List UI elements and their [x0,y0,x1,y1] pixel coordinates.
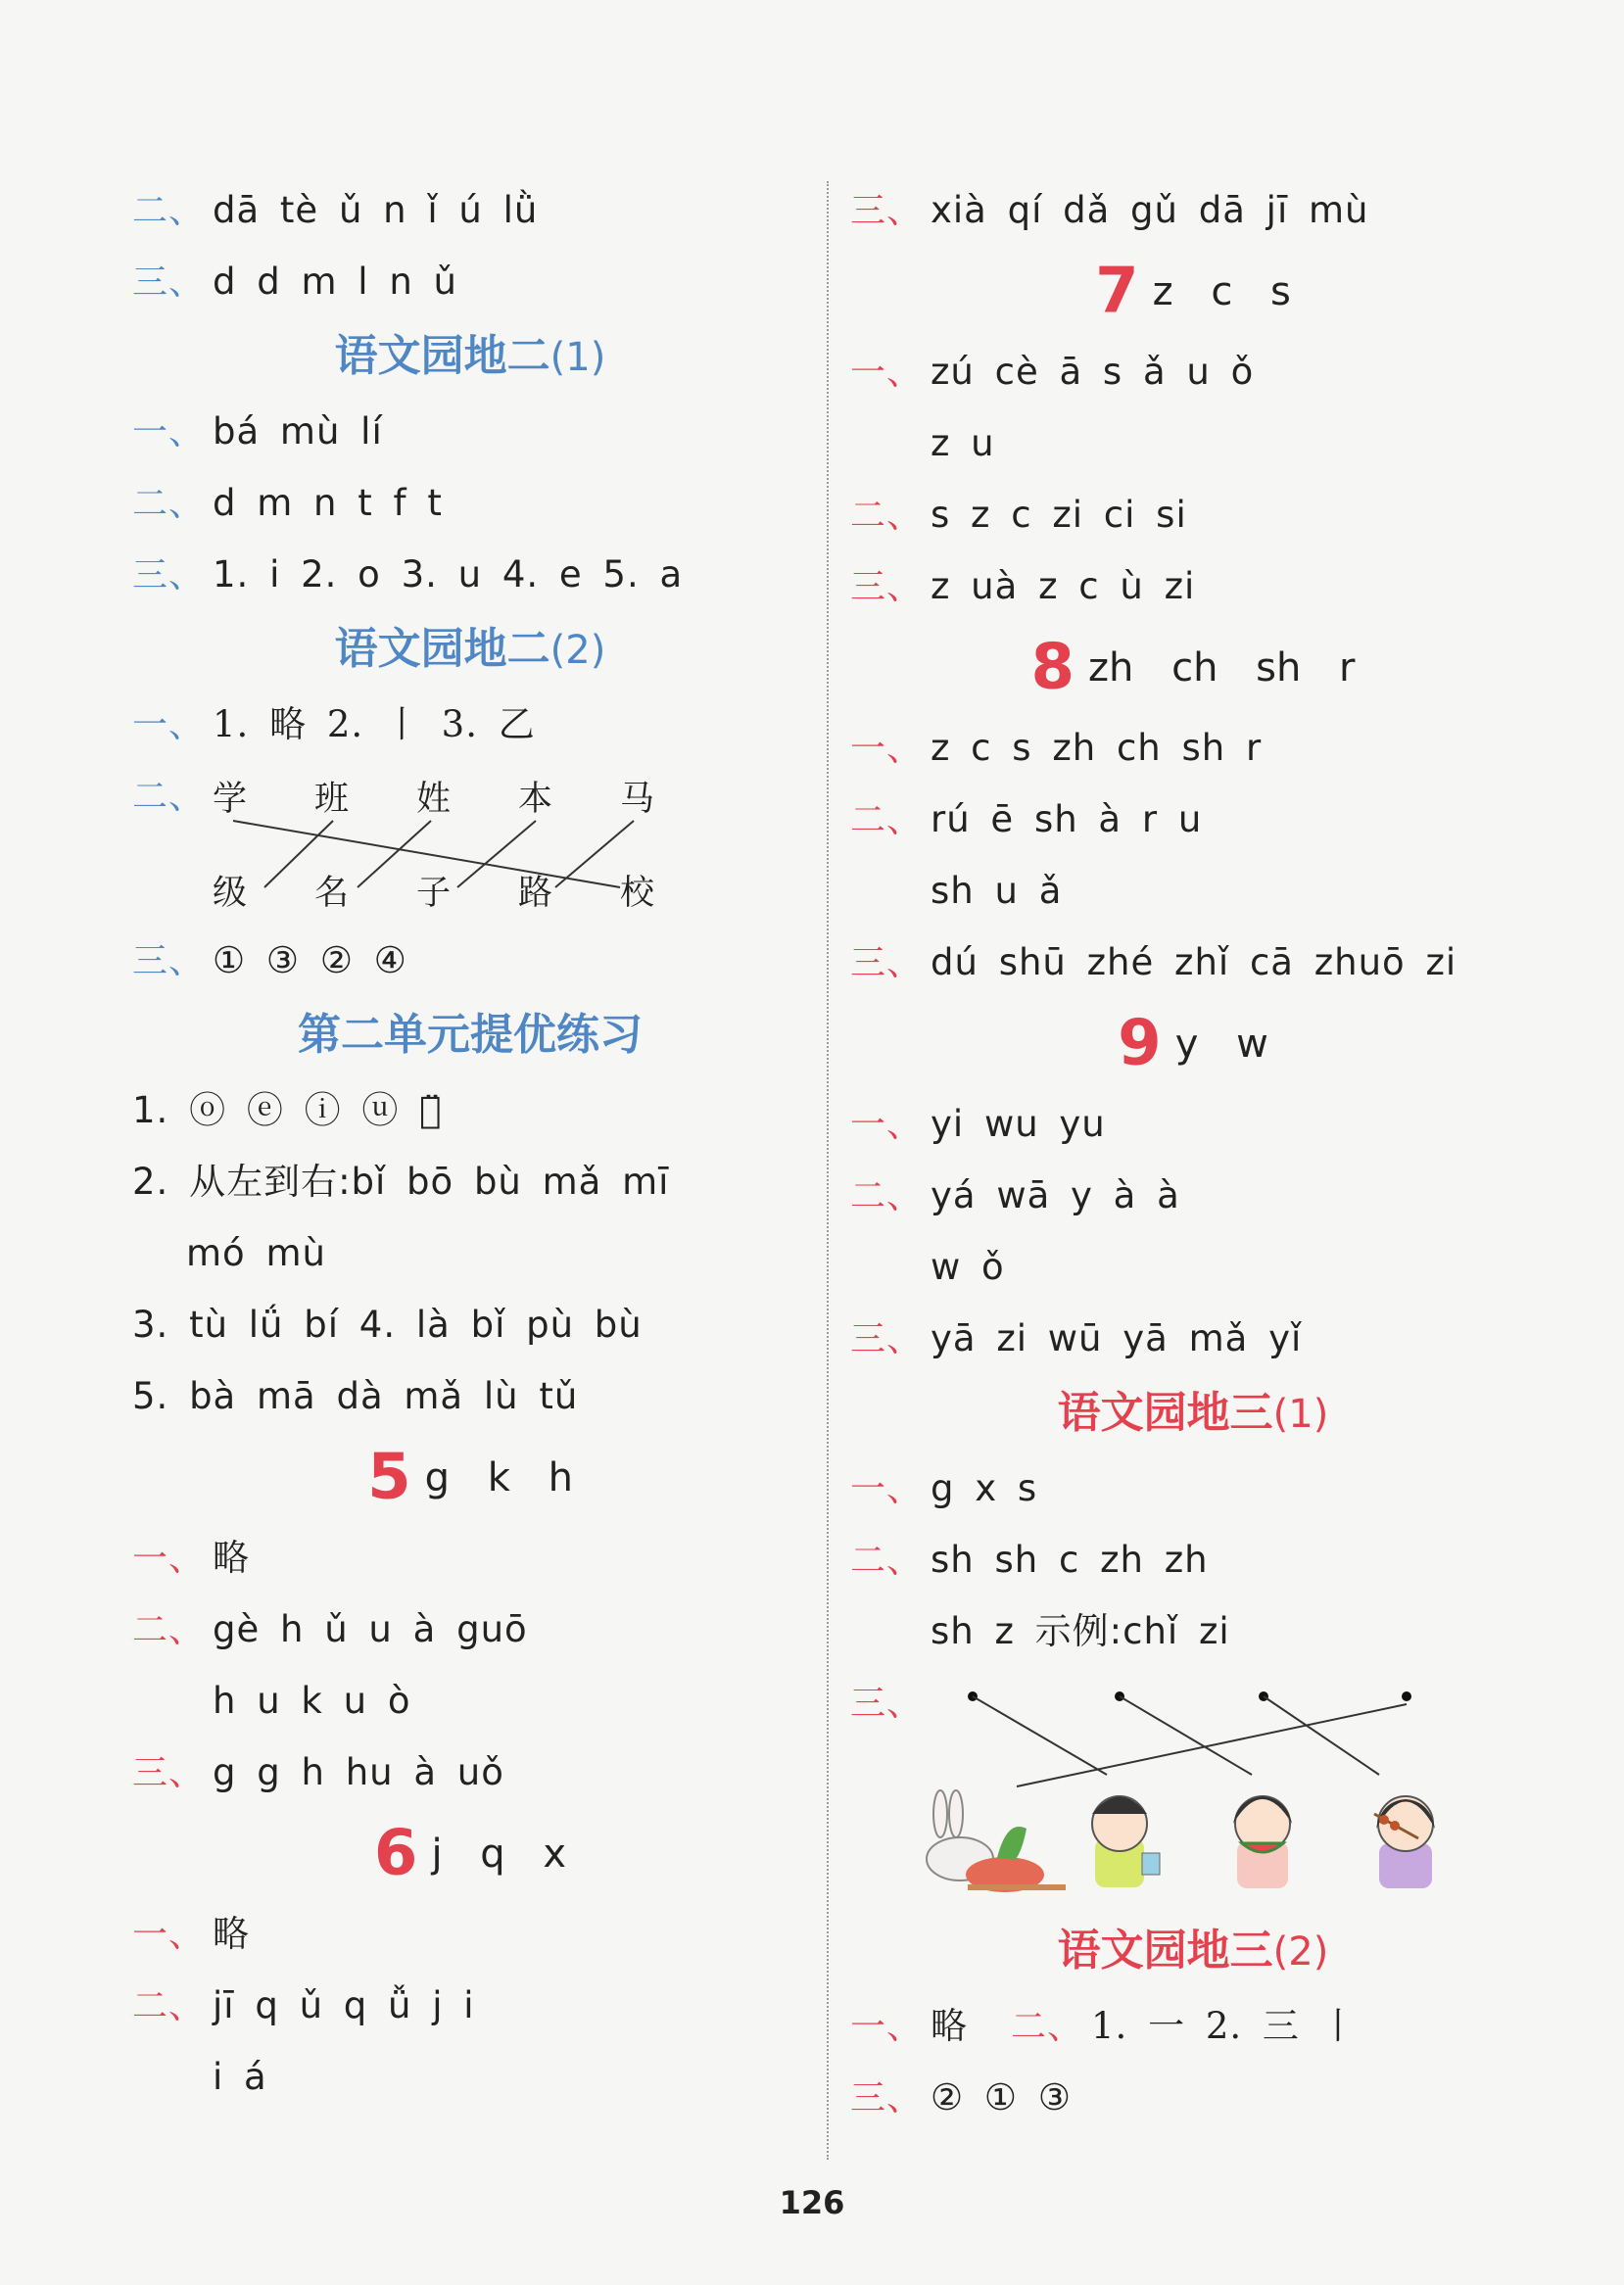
answer-line [132,539,808,610]
item-label: 二、 [1011,2007,1084,2047]
right-column [850,174,1536,2133]
girl-eating-skewer-icon [1374,1796,1435,1888]
match-char: 名 [314,874,350,913]
answer-text: 1. ⓞ ⓔ ⓘ ⓤ ⓤ̈ [132,1089,443,1131]
item-label: 一、 [132,412,206,452]
match-line [1264,1696,1379,1775]
answer-text: 略 [931,2005,968,2047]
answer-line [850,479,1536,550]
page-number: 126 [779,2184,845,2221]
answer-line [132,1898,808,1970]
item-label: 一、 [132,1539,206,1579]
answer-line [132,1970,808,2041]
item-label: 二、 [850,800,924,840]
match-char: 姓 [416,780,452,819]
answer-line [850,550,1536,622]
item-label: 一、 [850,1105,924,1145]
answer-text: yā zi wū yā mǎ yǐ [931,1317,1303,1359]
answer-line [850,174,1536,246]
answer-text: z c s zh ch sh r [931,727,1263,769]
item-label: 三、 [850,943,924,983]
lesson-heading [132,1808,808,1898]
match-char: 马 [620,780,655,819]
match-char: 班 [314,780,350,819]
heading-title: 语文园地二 [334,624,550,674]
heading-title: 语文园地三 [1057,1926,1273,1976]
item-label: 三、 [850,1684,924,1724]
answer-line [132,925,808,996]
item-label: 二、 [132,191,206,231]
answer-line [132,174,808,246]
lesson-letters: j q x [431,1831,567,1877]
answer-line [132,689,808,760]
item-label: 二、 [132,1610,206,1650]
lesson-letters: zh ch sh r [1088,644,1356,690]
answer-text: z uà z c ù zi [931,565,1196,607]
item-label: 三、 [132,262,206,303]
answer-text: xià qí dǎ gǔ dā jī mù [931,189,1369,231]
match-line [1017,1704,1407,1786]
item-label: 一、 [132,705,206,745]
answer-text: 略 [213,1913,250,1955]
item-label: 三、 [132,941,206,981]
match-char: 学 [213,780,248,819]
answer-line [850,712,1536,784]
answer-line [850,1303,1536,1374]
answer-line [850,1231,1536,1303]
answer-line [132,1146,808,1217]
match-line [973,1696,1107,1775]
answer-line [132,246,808,317]
answer-line [850,1452,1536,1524]
answer-text: z u [931,422,995,464]
answer-text: ② ① ③ [931,2076,1073,2118]
lesson-number: 7 [1095,255,1139,328]
match-char: 本 [518,780,553,819]
answer-line [850,1595,1536,1667]
match-bottom-row [213,866,761,915]
picture-matching [850,1667,1536,1912]
answer-line [850,1990,1536,2062]
match-line [1120,1696,1252,1775]
answer-line [132,396,808,467]
answer-text: yá wā y à à [931,1174,1180,1216]
answer-text: 1. i 2. o 3. u 4. e 5. a [213,553,684,595]
answer-text: 5. bà mā dà mǎ lù tǔ [132,1375,579,1417]
answer-line [850,784,1536,855]
answer-text: gè h ǔ u à guō [213,1608,528,1650]
answer-line [850,2062,1536,2133]
lesson-number: 8 [1030,631,1075,704]
answer-line [850,927,1536,998]
answer-line [132,1074,808,1146]
answer-text: mó mù [186,1232,326,1274]
boy-brushing-teeth-icon [1092,1796,1160,1887]
lesson-number: 9 [1118,1007,1162,1080]
answer-line [850,1524,1536,1595]
item-label: 一、 [850,729,924,769]
answer-text: i á [213,2056,267,2098]
heading-title: 第二单元提优练习 [298,1010,643,1060]
answer-text: sh sh c zh zh [931,1539,1209,1581]
answer-line [132,1665,808,1737]
answer-text: dú shū zhé zhǐ cā zhuō zi [931,941,1457,983]
answer-text: d d m l n ǔ [213,261,458,303]
answer-text: zú cè ā s ǎ u ǒ [931,351,1255,393]
answer-text: d m n t f t [213,482,443,524]
answer-text: ① ③ ② ④ [213,939,407,981]
answer-text: 2. 从左到右:bǐ bō bù mǎ mī [132,1161,670,1203]
item-label: 三、 [850,1319,924,1359]
answer-line [132,1217,808,1289]
answer-text: sh u ǎ [931,870,1063,912]
answer-text: jī q ǔ q ǚ j i [213,1984,475,2026]
heading-title: 语文园地二 [334,331,550,381]
answer-line [132,1737,808,1808]
lesson-heading [850,622,1536,712]
section-heading [132,996,808,1074]
item-label: 三、 [132,1753,206,1793]
item-label: 三、 [850,2078,924,2118]
lesson-heading [850,246,1536,336]
item-label: 二、 [132,1986,206,2026]
item-label: 一、 [850,353,924,393]
item-label: 三、 [132,555,206,595]
item-label: 一、 [132,1915,206,1955]
answer-text: 3. tù lǘ bí 4. là bǐ pù bù [132,1304,643,1346]
section-heading [850,1374,1536,1452]
answer-text: yi wu yu [931,1103,1106,1145]
lesson-letters: y w [1174,1021,1268,1067]
rabbit-radish-icon [927,1790,1066,1892]
answer-text: sh z 示例:chǐ zi [931,1610,1230,1652]
answer-line [132,467,808,539]
lesson-heading [850,998,1536,1088]
item-label: 二、 [132,484,206,524]
item-label: 二、 [850,1176,924,1216]
lesson-heading [132,1432,808,1522]
character-matching [132,760,808,925]
column-divider [827,181,829,2160]
heading-sub: (1) [1272,1392,1329,1437]
section-heading [132,317,808,396]
answer-text: dā tè ǔ n ǐ ú lǜ [213,189,539,231]
answer-line [850,855,1536,927]
answer-line [850,1160,1536,1231]
item-label: 二、 [132,777,206,817]
answer-text: 略 [213,1537,250,1579]
answer-text: s z c zi ci si [931,494,1187,536]
heading-sub: (2) [1272,1929,1329,1975]
lesson-number: 6 [373,1817,418,1890]
item-label: 一、 [850,1469,924,1509]
match-char: 子 [416,874,452,913]
answer-line [132,1360,808,1432]
left-column [132,174,808,2113]
answer-text: h u k u ò [213,1680,411,1722]
heading-sub: (1) [549,335,606,380]
girl-eating-watermelon-icon [1233,1796,1292,1888]
answer-text: g g h hu à uǒ [213,1751,504,1793]
answer-text: rú ē sh à r u [931,798,1203,840]
answer-text: bá mù lí [213,410,383,452]
item-label: 三、 [850,567,924,607]
item-label: 二、 [850,496,924,536]
match-dot [1402,1691,1411,1701]
heading-sub: (2) [549,628,606,673]
lesson-letters: g k h [424,1454,573,1500]
item-label: 二、 [850,1541,924,1581]
picture-match-diagram [850,1667,1536,1912]
heading-title: 语文园地三 [1057,1388,1273,1438]
match-char: 校 [620,874,655,913]
section-heading [132,610,808,689]
answer-line [850,407,1536,479]
match-char: 路 [518,874,553,913]
answer-line [850,336,1536,407]
answer-line [132,1594,808,1665]
answer-text: 1. 略 2. 丨 3. 乙 [213,703,536,745]
section-heading [850,1912,1536,1990]
answer-line [850,1088,1536,1160]
answer-text: w ǒ [931,1246,1005,1288]
lesson-number: 5 [367,1441,411,1514]
lesson-letters: z c s [1152,268,1291,314]
answer-text: g x s [931,1467,1038,1509]
answer-line [132,2041,808,2113]
match-char: 级 [213,874,248,913]
item-label: 一、 [850,2007,924,2047]
item-label: 三、 [850,191,924,231]
answer-text: 1. 一 2. 三 丨 [1091,2005,1358,2047]
answer-line [132,1522,808,1594]
answer-line [132,1289,808,1360]
